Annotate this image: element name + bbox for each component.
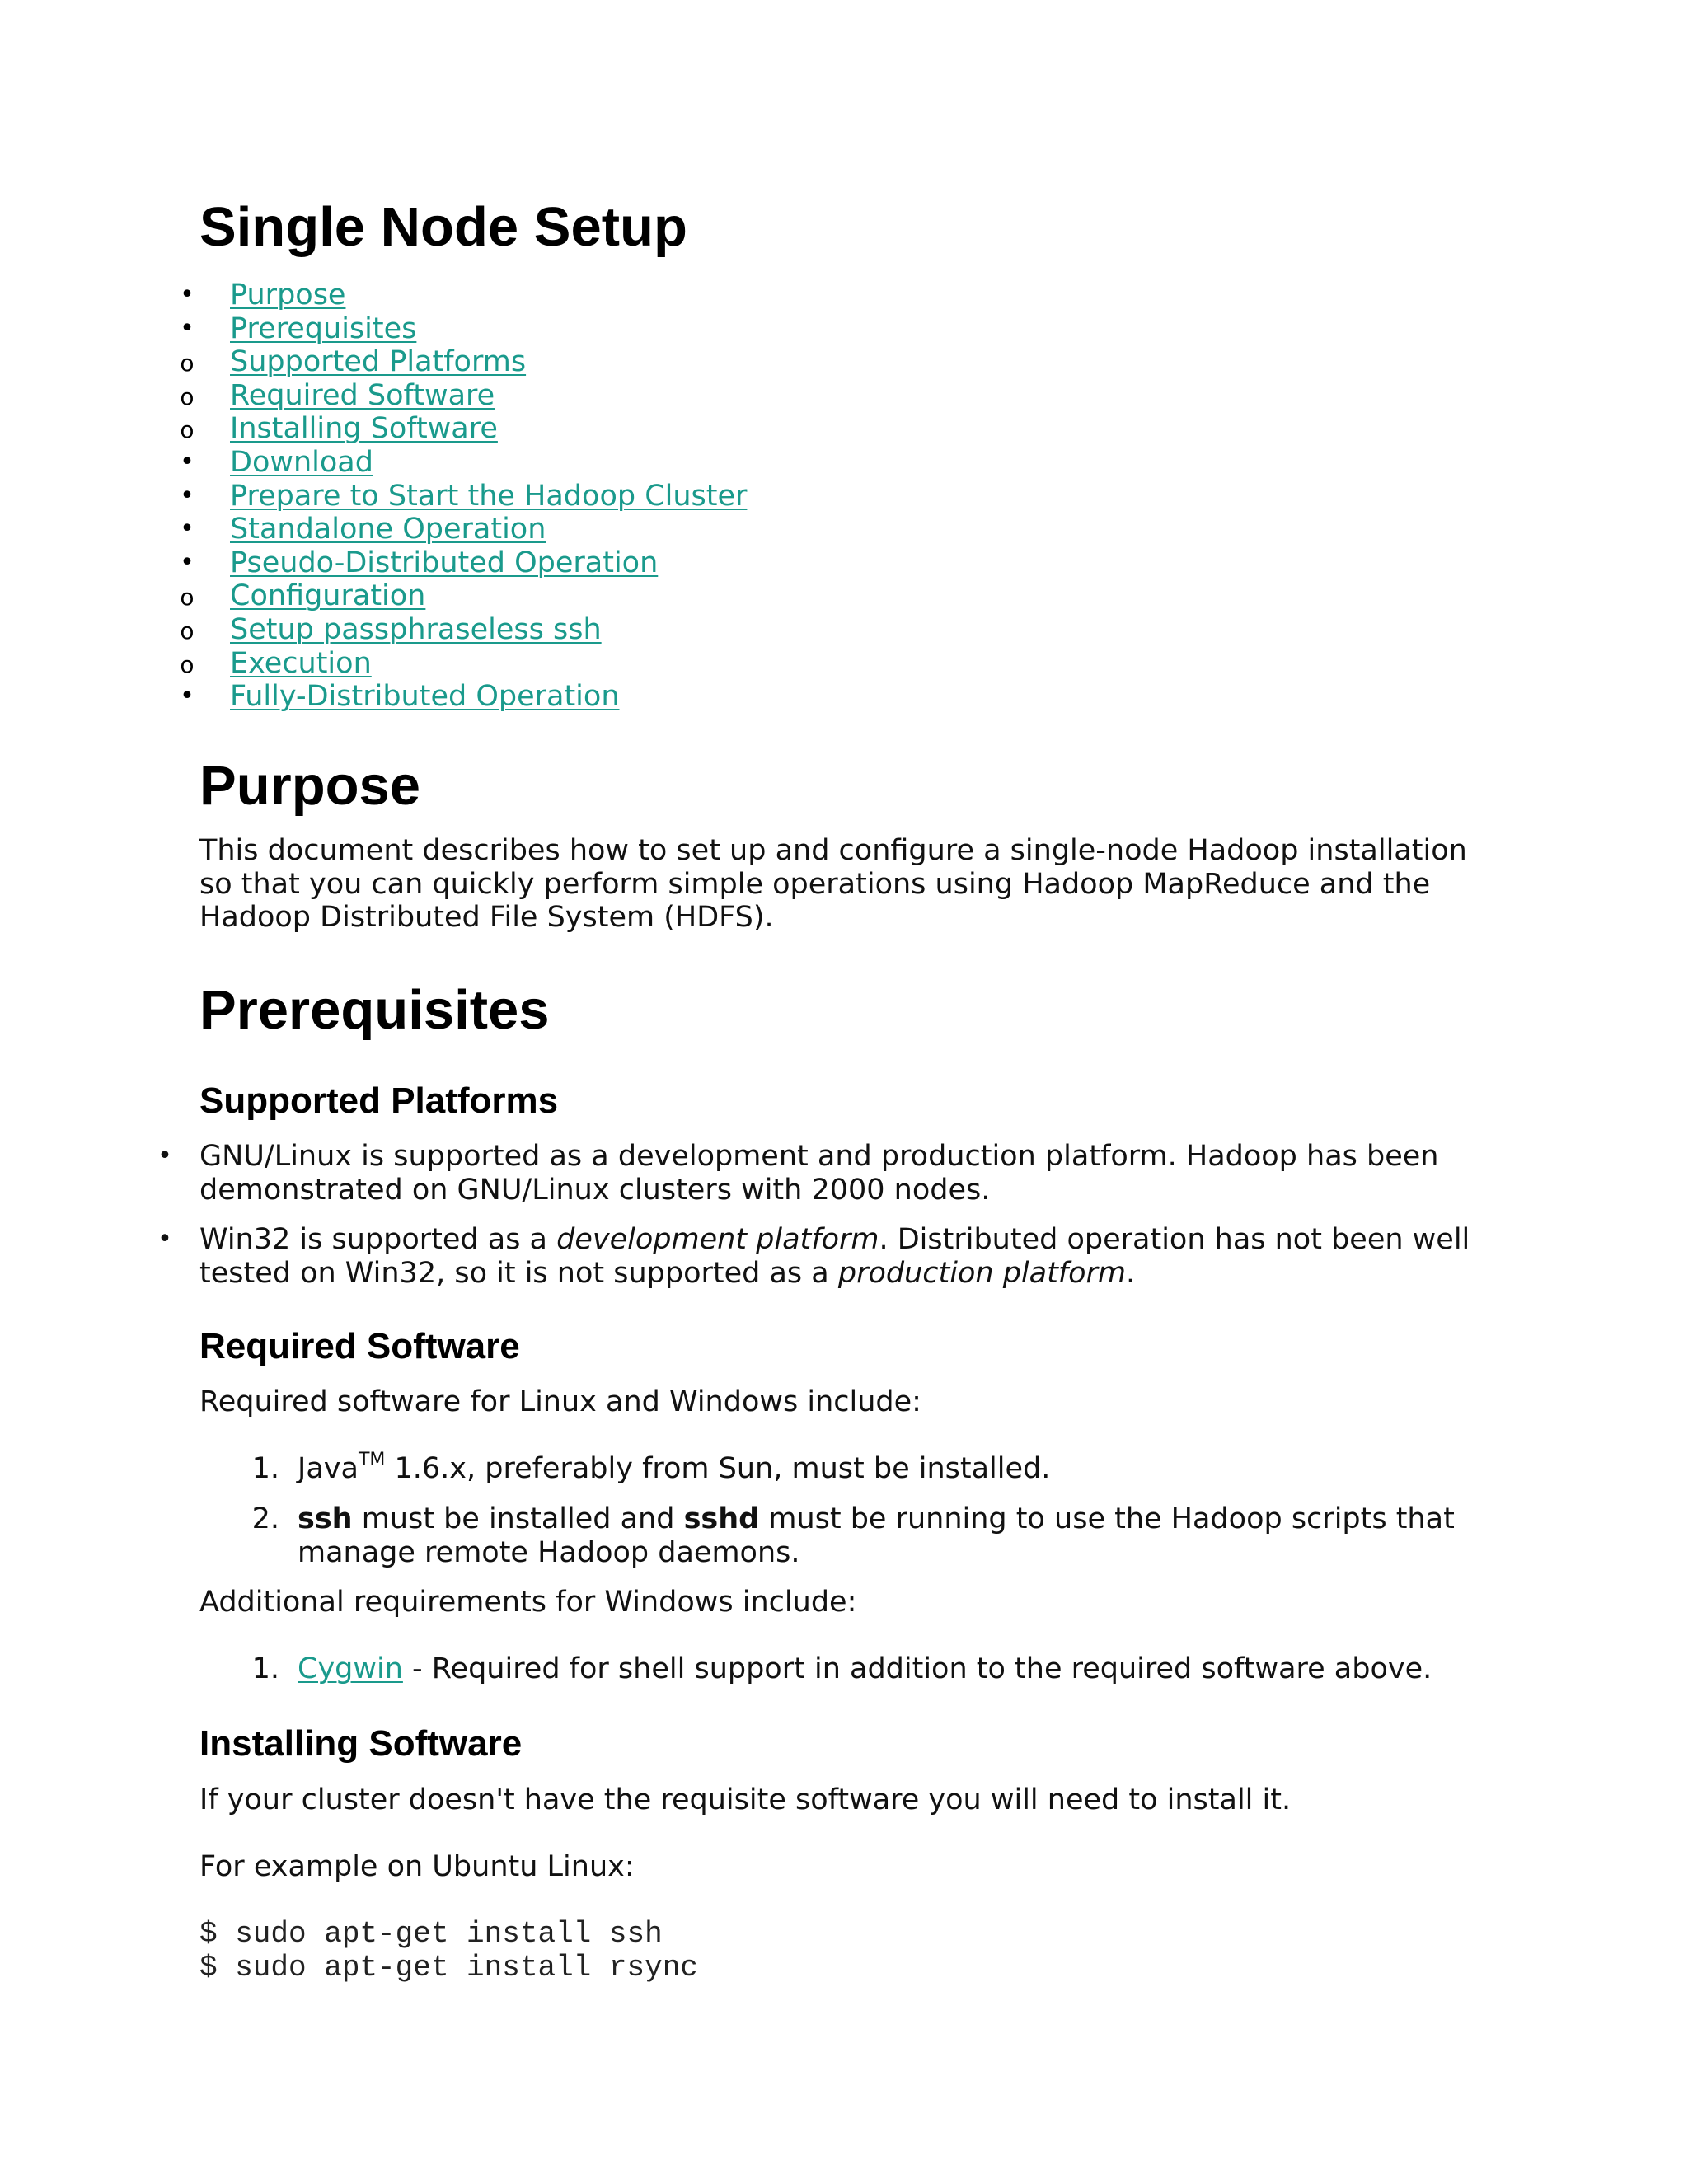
toc-link[interactable]: Fully-Distributed Operation xyxy=(230,680,620,714)
list-item xyxy=(251,1652,1484,1686)
list-item xyxy=(157,1223,1485,1290)
list-item-text: Cygwin - Required for shell support in addition to the required software above. xyxy=(298,1652,1432,1685)
list-number: 1. xyxy=(251,1452,279,1485)
page-title: Single Node Setup xyxy=(199,196,687,258)
list-number: 1. xyxy=(251,1652,279,1685)
disc-bullet-icon: • xyxy=(157,1225,172,1254)
toc-link[interactable]: Standalone Operation xyxy=(230,513,546,546)
disc-bullet-icon: • xyxy=(180,547,195,577)
additional-requirements-intro: Additional requirements for Windows include: xyxy=(199,1586,857,1619)
list-item-text: ssh must be installed and sshd must be running to use the Hadoop scripts that manage remote Hadoop daemons. xyxy=(298,1502,1455,1569)
disc-bullet-icon: • xyxy=(157,1141,172,1170)
toc-link[interactable]: Pseudo-Distributed Operation xyxy=(230,546,659,579)
toc-link[interactable]: Prerequisites xyxy=(230,312,417,345)
toc-link[interactable]: Purpose xyxy=(230,279,346,312)
disc-bullet-icon: • xyxy=(180,313,195,343)
required-software-intro: Required software for Linux and Windows include: xyxy=(199,1385,921,1418)
list-item xyxy=(251,1450,1484,1486)
prerequisites-heading: Prerequisites xyxy=(199,979,550,1041)
circle-bullet-icon: o xyxy=(180,416,195,444)
toc-link[interactable]: Supported Platforms xyxy=(230,345,527,379)
toc-link[interactable]: Prepare to Start the Hadoop Cluster xyxy=(230,479,748,513)
toc-link[interactable]: Execution xyxy=(230,646,372,680)
purpose-heading: Purpose xyxy=(199,755,421,817)
list-item xyxy=(157,1140,1485,1207)
circle-bullet-icon: o xyxy=(180,583,195,612)
toc-link[interactable]: Configuration xyxy=(230,579,426,613)
purpose-paragraph: This document describes how to set up and configure a single-node Hadoop installation so that you can quickly perform simple operations using Hadoop MapReduce and the Hadoop Distributed File System (HDFS). xyxy=(199,834,1467,935)
list-item-text: Win32 is supported as a development platform. Distributed operation has not been well tested on Win32, so it is not supported as a production platform. xyxy=(199,1223,1470,1290)
installing-software-paragraph: If your cluster doesn't have the requisite software you will need to install it. xyxy=(199,1783,1292,1816)
disc-bullet-icon: • xyxy=(180,447,195,476)
toc-link[interactable]: Installing Software xyxy=(230,412,498,446)
required-software-heading: Required Software xyxy=(199,1326,520,1366)
list-number: 2. xyxy=(251,1502,279,1535)
circle-bullet-icon: o xyxy=(180,650,195,678)
toc-link[interactable]: Required Software xyxy=(230,378,495,412)
supported-platforms-heading: Supported Platforms xyxy=(199,1080,559,1121)
cygwin-link[interactable]: Cygwin xyxy=(298,1652,403,1685)
list-item-text: Java™ 1.6.x, preferably from Sun, must be installed. xyxy=(298,1450,1051,1485)
circle-bullet-icon: o xyxy=(180,616,195,644)
circle-bullet-icon: o xyxy=(180,349,195,377)
code-line: $ sudo apt-get install rsync xyxy=(199,1951,698,1985)
disc-bullet-icon: • xyxy=(180,514,195,544)
code-line: $ sudo apt-get install ssh xyxy=(199,1917,663,1951)
toc-link[interactable]: Download xyxy=(230,445,373,479)
circle-bullet-icon: o xyxy=(180,382,195,410)
list-item-text: GNU/Linux is supported as a development and production platform. Hadoop has been demonstrated on GNU/Linux clusters with 2000 nodes. xyxy=(199,1140,1439,1207)
ubuntu-example-paragraph: For example on Ubuntu Linux: xyxy=(199,1850,635,1883)
list-item xyxy=(251,1502,1484,1569)
toc-link[interactable]: Setup passphraseless ssh xyxy=(230,612,602,646)
installing-software-heading: Installing Software xyxy=(199,1723,523,1764)
disc-bullet-icon: • xyxy=(180,480,195,510)
disc-bullet-icon: • xyxy=(180,280,195,309)
disc-bullet-icon: • xyxy=(180,682,195,711)
